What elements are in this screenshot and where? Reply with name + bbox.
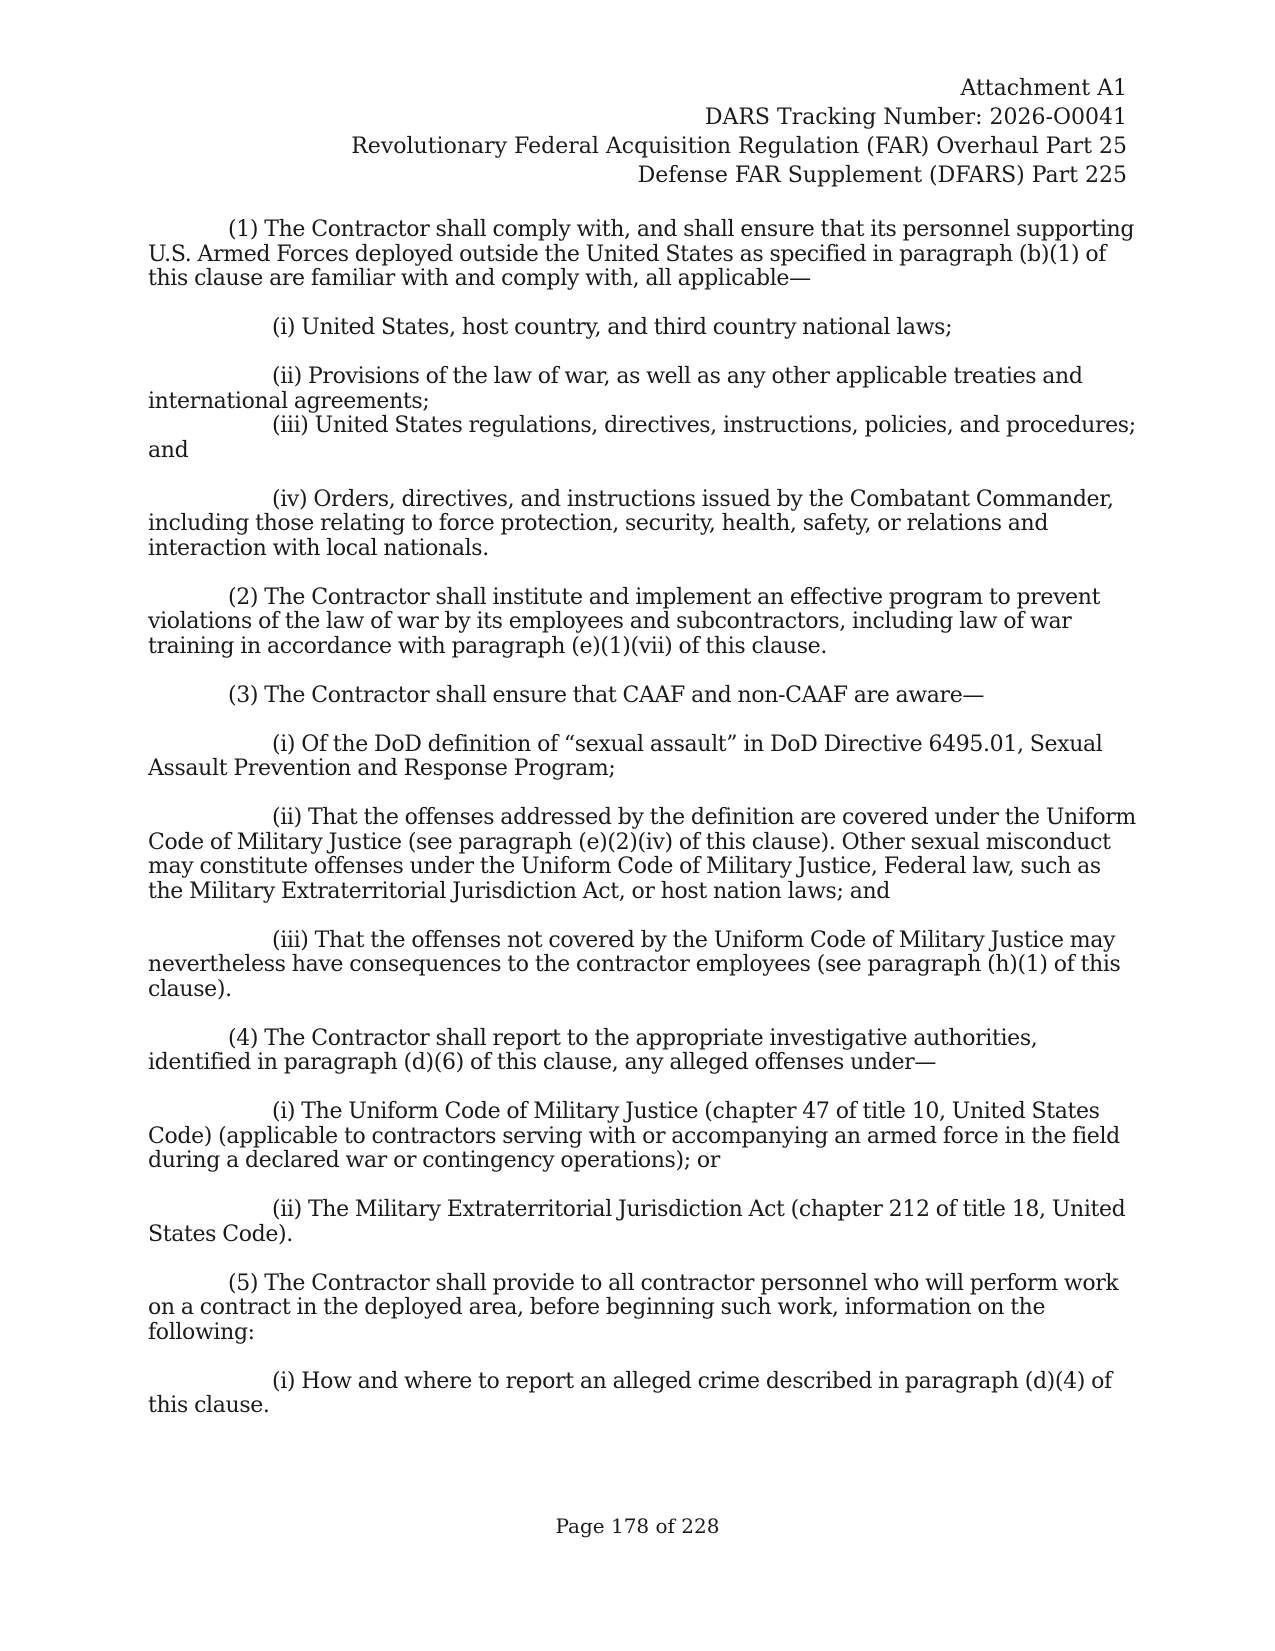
paragraph-4-i: (i) The Uniform Code of Military Justice (chapter 47 of title 10, United States Code) (applicable to contractors serving with or accompanying an armed force in the field during a declared war or contingency operations); or (148, 1099, 1120, 1173)
paragraph-1-iv: (iv) Orders, directives, and instructions issued by the Combatant Commander, including those relating to force protection, security, health, safety, or relations and interaction with local nationals. (148, 486, 1114, 561)
paragraph-3-ii: (ii) That the offenses addressed by the definition are covered under the Uniform Code of Military Justice (see paragraph (e)(2)(iv) of this clause). Other sexual misconduct may constitute offenses under the Uniform Code of Military Justice, Federal law, such as the Military Extraterritorial Jurisdiction Act, or host nation laws; and (148, 805, 1136, 904)
paragraph-1-ii: (ii) Provisions of the law of war, as well as any other applicable treaties and international agreements; (148, 364, 1083, 414)
tracking-number: DARS Tracking Number: 2026-O0041 (704, 105, 1127, 130)
page-header (351, 74, 1127, 190)
paragraph-5-i: (i) How and where to report an alleged crime described in paragraph (d)(4) of this clause. (148, 1368, 1112, 1418)
paragraph-3: (3) The Contractor shall ensure that CAAF and non-CAAF are aware— (228, 682, 985, 708)
paragraph-2: (2) The Contractor shall institute and implement an effective program to prevent violations of the law of war by its employees and subcontractors, including law of war training in accordance with paragraph (e)(1)(vii) of this clause. (148, 584, 1101, 659)
paragraph-1-i: (i) United States, host country, and third country national laws; (272, 315, 953, 340)
paragraph-4: (4) The Contractor shall report to the appropriate investigative authorities, identified in paragraph (d)(6) of this clause, any alleged offenses under— (148, 1025, 1038, 1075)
supplement-title: Defense FAR Supplement (DFARS) Part 225 (637, 163, 1127, 188)
attachment-label: Attachment A1 (960, 76, 1127, 101)
paragraph-3-i: (i) Of the DoD definition of “sexual assault” in DoD Directive 6495.01, Sexual Assault Prevention and Response Program; (148, 731, 1103, 781)
paragraph-5: (5) The Contractor shall provide to all contractor personnel who will perform work on a contract in the deployed area, before beginning such work, information on the following: (148, 1270, 1119, 1345)
document-body (148, 218, 1140, 1443)
paragraph-1: (1) The Contractor shall comply with, and shall ensure that its personnel supporting U.S. Armed Forces deployed outside the United States as specified in paragraph (b)(1) of this clause are familiar with and comply with, all applicable— (148, 217, 1135, 291)
regulation-title: Revolutionary Federal Acquisition Regulation (FAR) Overhaul Part 25 (351, 134, 1127, 159)
paragraph-3-iii: (iii) That the offenses not covered by the Uniform Code of Military Justice may nevertheless have consequences to the contractor employees (see paragraph (h)(1) of this clause). (148, 927, 1121, 1002)
paragraph-4-ii: (ii) The Military Extraterritorial Jurisdiction Act (chapter 212 of title 18, United States Code). (148, 1197, 1126, 1247)
paragraph-1-iii: (iii) United States regulations, directives, instructions, policies, and procedures; and (148, 413, 1136, 463)
page-number: Page 178 of 228 (555, 1514, 720, 1538)
